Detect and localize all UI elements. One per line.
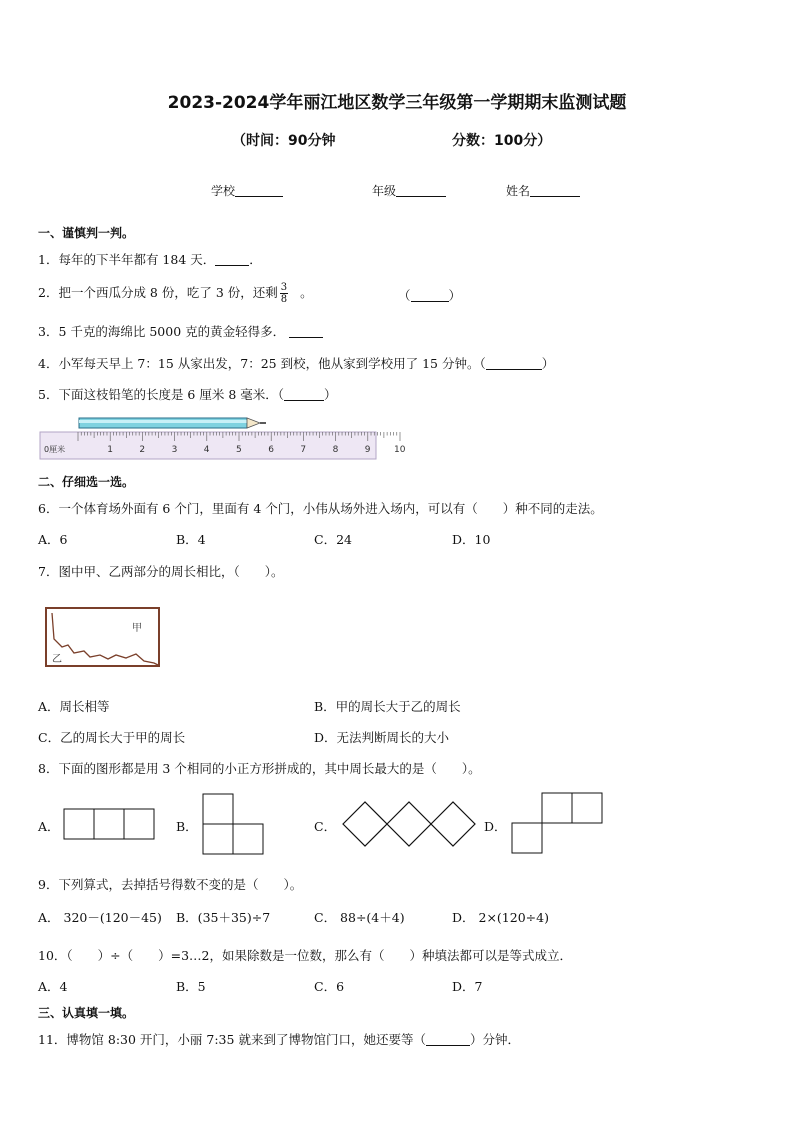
q8-option-b[interactable]: B． xyxy=(176,819,198,834)
name-label: 姓名 xyxy=(506,184,531,198)
q10-option-b[interactable]: B．5 xyxy=(176,979,206,994)
page-title: 2023-2024学年丽江地区数学三年级第一学期期末监测试题 xyxy=(167,93,627,113)
school-field xyxy=(211,182,283,199)
q7-option-d[interactable]: D．无法判断周长的大小 xyxy=(314,730,450,745)
question-4: 4．小军每天早上 7：15 从家出发，7：25 到校，他从家到学校用了 15 分钟。（ ） xyxy=(38,356,555,371)
section-heading-1: 一、谨慎判一判。 xyxy=(38,226,135,240)
answer-blank-3[interactable] xyxy=(289,325,323,338)
q10-option-a[interactable]: A．4 xyxy=(38,979,68,994)
answer-blank-2[interactable] xyxy=(411,289,449,302)
question-7: 7．图中甲、乙两部分的周长相比，（ ）。 xyxy=(38,564,284,579)
question-11: 11．博物馆 8:30 开门，小丽 7:35 就来到了博物馆门口，她还要等（ ）分钟． xyxy=(38,1032,520,1047)
q6-option-a[interactable]: A．6 xyxy=(38,532,68,547)
ruler-tick-label: 2 xyxy=(139,445,146,455)
question-5-text: 5．下面这枝铅笔的长度是 6 厘米 8 毫米．（ xyxy=(38,387,285,402)
school-label: 学校 xyxy=(211,184,236,198)
question-3 xyxy=(38,322,323,340)
question-10: 10．（ ）÷（ ）=3…2，如果除数是一位数，那么有（ ）种填法都可以是等式成立． xyxy=(38,948,573,963)
grade-label: 年级 xyxy=(372,184,397,198)
ruler-tick-label: 6 xyxy=(268,445,274,455)
ruler-tick-label: 8 xyxy=(332,445,339,455)
q6-option-d[interactable]: D．10 xyxy=(452,532,491,547)
ruler-tick-label: 5 xyxy=(236,445,242,455)
question-6: 6．一个体育场外面有 6 个门，里面有 4 个门，小伟从场外进入场内，可以有（ ）种不同的走法。 xyxy=(38,501,603,516)
school-blank[interactable] xyxy=(235,184,283,197)
question-2-tail: 。 xyxy=(300,285,313,300)
question-5: 5．下面这枝铅笔的长度是 6 厘米 8 毫米．（ ） xyxy=(38,387,337,402)
name-field xyxy=(506,182,580,199)
shape-b-l-shape xyxy=(202,793,266,857)
ruler-tick-label: 4 xyxy=(203,445,210,455)
label-yi: 乙 xyxy=(52,654,62,665)
answer-blank-5[interactable] xyxy=(284,388,324,401)
score-label: 分数：100分） xyxy=(452,133,552,149)
q9-option-a[interactable]: A． 320－(120－45) xyxy=(38,910,162,925)
perimeter-figure xyxy=(44,605,162,669)
q9-option-b[interactable]: B．(35＋35)÷7 xyxy=(176,910,271,925)
answer-blank-1[interactable] xyxy=(215,253,249,266)
section-heading-2: 二、仔细选一选。 xyxy=(38,475,135,489)
pencil-ruler-figure xyxy=(38,412,406,464)
ruler-unit-label: 0厘米 xyxy=(44,445,66,454)
question-4-text: 4．小军每天早上 7：15 从家出发，7：25 到校，他从家到学校用了 15 分钟。（ xyxy=(38,356,486,371)
q6-option-c[interactable]: C．24 xyxy=(314,532,352,547)
question-2 xyxy=(38,282,313,305)
ruler-tick-label: 9 xyxy=(364,445,371,455)
time-label: （时间：90分钟 xyxy=(232,133,336,149)
ruler-tick-label: 3 xyxy=(171,445,178,455)
answer-paren-2[interactable]: （ ） xyxy=(398,288,462,303)
q8-option-d[interactable]: D． xyxy=(484,819,507,834)
question-11-text: 11．博物馆 8:30 开门，小丽 7:35 就来到了博物馆门口，她还要等（ xyxy=(38,1032,426,1047)
q10-option-d[interactable]: D．7 xyxy=(452,979,483,994)
q8-option-a[interactable]: A． xyxy=(38,819,60,834)
question-3-text: 3．5 千克的海绵比 5000 克的黄金轻得多． xyxy=(38,324,286,339)
q7-option-c[interactable]: C．乙的周长大于甲的周长 xyxy=(38,730,186,745)
grade-blank[interactable] xyxy=(396,184,446,197)
shape-d-stair xyxy=(511,792,606,856)
label-jia: 甲 xyxy=(132,623,142,634)
shape-a-three-in-row xyxy=(63,808,158,840)
pencil-icon xyxy=(79,418,266,428)
question-8: 8．下面的图形都是用 3 个相同的小正方形拼成的，其中周长最大的是（ ）。 xyxy=(38,761,481,776)
question-1 xyxy=(38,250,262,268)
answer-blank-4[interactable] xyxy=(486,357,542,370)
question-1-tail: ． xyxy=(249,252,262,267)
q10-option-c[interactable]: C．6 xyxy=(314,979,345,994)
q7-option-b[interactable]: B．甲的周长大于乙的周长 xyxy=(314,699,461,714)
answer-blank-11[interactable] xyxy=(426,1033,470,1046)
fraction-three-eighths: $\frac{3}{8}$ xyxy=(280,282,288,305)
ruler-tick-label: 10 xyxy=(394,445,406,455)
grade-field xyxy=(372,182,446,199)
q9-option-c[interactable]: C． 88÷(4＋4) xyxy=(314,910,405,925)
shape-c-diamonds xyxy=(342,801,476,849)
ruler-tick-label: 1 xyxy=(107,445,113,455)
question-9: 9．下列算式，去掉括号得数不变的是（ ）。 xyxy=(38,877,303,892)
q7-option-a[interactable]: A．周长相等 xyxy=(38,699,110,714)
q6-option-b[interactable]: B．4 xyxy=(176,532,206,547)
name-blank[interactable] xyxy=(530,184,580,197)
question-2-text: 2．把一个西瓜分成 8 份，吃了 3 份，还剩 xyxy=(38,285,278,300)
ruler-tick-label: 7 xyxy=(300,445,307,455)
q8-option-c[interactable]: C． xyxy=(314,819,337,834)
q9-option-d[interactable]: D． 2×(120÷4) xyxy=(452,910,549,925)
section-heading-3: 三、认真填一填。 xyxy=(38,1006,135,1020)
question-1-text: 1．每年的下半年都有 184 天． xyxy=(38,252,216,267)
